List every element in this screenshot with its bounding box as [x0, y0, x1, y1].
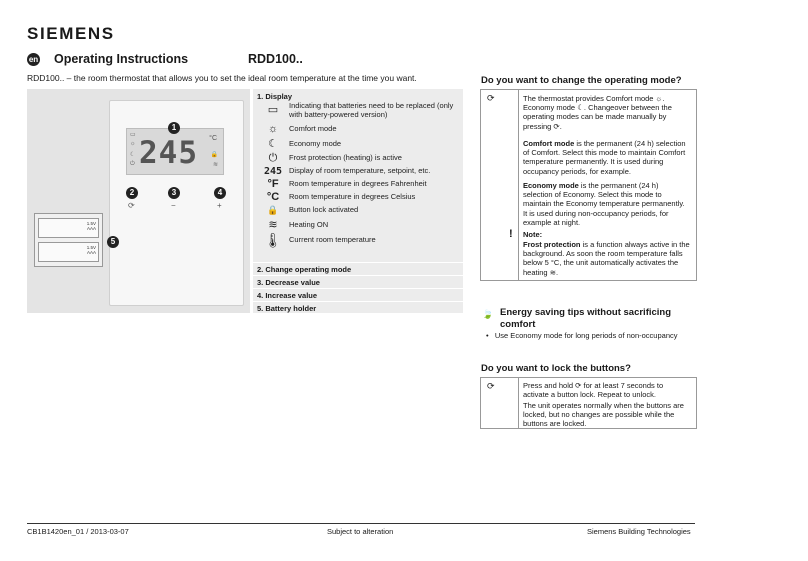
language-badge: en — [28, 55, 39, 64]
legend-text: Economy mode — [289, 139, 342, 148]
lcd-display — [126, 128, 224, 175]
comfort-term: Comfort mode — [523, 139, 575, 148]
page-title: Operating Instructions — [54, 52, 189, 66]
thermostat-front — [109, 100, 244, 306]
battery-holder — [34, 213, 103, 267]
legend-section-decrease: 3. Decrease value — [253, 275, 463, 288]
model-number: RDD100.. — [248, 52, 303, 66]
economy-term: Economy mode — [523, 181, 579, 190]
celsius-icon: °C — [266, 191, 280, 203]
footer-company: Siemens Building Technologies — [587, 527, 691, 536]
note-label: Note: — [523, 230, 543, 239]
tips-heading: Energy saving tips without sacrificing comfort — [500, 307, 672, 330]
footer-center: Subject to alteration — [327, 527, 394, 536]
legend-text: Comfort mode — [289, 124, 337, 133]
device-illustration — [27, 89, 250, 313]
lcd-unit: °C — [209, 135, 217, 142]
legend-text: Room temperature in degrees Celsius — [289, 192, 416, 201]
lock-icon-column — [481, 378, 519, 428]
mode-heading: Do you want to change the operating mode? — [481, 75, 682, 86]
note-icon: ! — [509, 228, 513, 240]
frost-protection-desc — [523, 240, 690, 277]
battery — [38, 242, 99, 262]
economy-text: is the permanent (24 h) selection of Economy. Select this mode to maintain the Economy temperature permanently. It is used during non-occupancy periods, for example at night. — [523, 181, 685, 227]
lock-instruction: Press and hold ⟳ for at least 7 seconds to activate a button lock. Repeat to unlock. — [523, 381, 664, 400]
sun-icon: ☼ — [267, 123, 279, 135]
lock-icon: 🔒 — [267, 205, 279, 215]
mode-button[interactable]: ⟳ — [128, 201, 135, 210]
footer-doc-id: CB1B1420en_01 / 2013-03-07 — [27, 527, 129, 536]
legend-text: Button lock activated — [289, 205, 359, 214]
legend-row — [257, 153, 463, 167]
legend-row — [257, 205, 463, 219]
legend-text: Display of room temperature, setpoint, etc. — [289, 166, 431, 175]
legend-text: Current room temperature — [289, 235, 376, 244]
mode-icon-column — [481, 90, 519, 280]
legend-row — [257, 232, 463, 261]
moon-icon: ☾ — [130, 152, 136, 158]
battery-icon: ▭ — [267, 104, 279, 116]
mode-button-icon: ⟳ — [487, 381, 495, 391]
frost-protection-icon: ⏻ — [268, 152, 278, 164]
legend-row — [257, 124, 463, 138]
moon-icon: ☾ — [268, 138, 278, 150]
lock-box — [480, 377, 697, 429]
legend-section-increase: 4. Increase value — [253, 288, 463, 301]
battery — [38, 218, 99, 238]
mode-box — [480, 89, 697, 281]
tips-bullet-text: Use Economy mode for long periods of non-occupancy — [494, 331, 678, 340]
mode-button-icon: ⟳ — [487, 93, 495, 103]
legend-section-display: 1. Display — [257, 92, 293, 101]
callout-1: 1 — [168, 122, 180, 134]
display-digits-icon: 245 — [263, 166, 283, 177]
legend-text: Indicating that batteries need to be replaced (only with battery-powered version) — [289, 101, 454, 119]
tips-bullet: • Use Economy mode for long periods of non-occupancy — [486, 331, 678, 340]
mode-intro: The thermostat provides Comfort mode ☼. Economy mode ☾. Changeover between the operating modes can be made manually by pressing ⟳. — [523, 94, 672, 131]
decrease-button[interactable]: − — [171, 201, 176, 210]
intro-text: RDD100.. – the room thermostat that allows you to set the ideal room temperature at the time you want. — [27, 73, 417, 83]
heating-icon: ≋ — [212, 162, 218, 168]
lock-icon: 🔒 — [210, 152, 218, 158]
battery-icon: ▭ — [130, 132, 136, 138]
battery-label: 1.5V AAA — [86, 221, 96, 231]
footer-divider — [27, 523, 695, 524]
legend-row — [257, 179, 463, 193]
battery-label: 1.5V AAA — [86, 245, 96, 255]
frost-protection-icon: ⏻ — [130, 161, 135, 167]
comfort-mode-desc — [523, 139, 690, 176]
frost-term: Frost protection — [523, 240, 581, 249]
legend-row — [257, 220, 463, 234]
legend-table — [253, 89, 463, 313]
comfort-text: is the permanent (24 h) selection of Comfort. Select this mode to maintain Comfort temperature permanently. It is used during occupancy periods, for example. — [523, 139, 686, 176]
legend-text: Room temperature in degrees Fahrenheit — [289, 179, 427, 188]
increase-button[interactable]: + — [217, 201, 222, 210]
lcd-digits: 245 — [139, 135, 198, 171]
heating-icon: ≋ — [268, 219, 278, 231]
sun-icon: ☼ — [130, 141, 136, 147]
legend-row — [257, 192, 463, 206]
lock-note: The unit operates normally when the buttons are locked, but no changes are possible while the buttons are locked. — [523, 401, 684, 429]
callout-5: 5 — [107, 236, 119, 248]
leaf-icon: 🍃 — [482, 309, 494, 319]
legend-row — [257, 139, 463, 153]
siemens-logo: SIEMENS — [27, 24, 115, 43]
fahrenheit-icon: °F — [267, 178, 279, 190]
legend-text: Frost protection (heating) is active — [289, 153, 402, 162]
legend-section-change-mode: 2. Change operating mode — [253, 262, 463, 275]
legend-row — [257, 166, 463, 180]
callout-3: 3 — [168, 187, 180, 199]
frost-text: is a function always active in the background. As soon the room temperature falls below 5 °C, the unit automatically activates the heating ≋. — [523, 240, 690, 277]
callout-4: 4 — [214, 187, 226, 199]
economy-mode-desc — [523, 181, 690, 227]
legend-row — [257, 101, 463, 121]
legend-section-battery-holder: 5. Battery holder — [253, 301, 463, 314]
callout-2: 2 — [126, 187, 138, 199]
thermometer-icon: 🌡 — [264, 232, 282, 248]
lock-heading: Do you want to lock the buttons? — [481, 363, 631, 374]
legend-text: Heating ON — [289, 220, 329, 229]
